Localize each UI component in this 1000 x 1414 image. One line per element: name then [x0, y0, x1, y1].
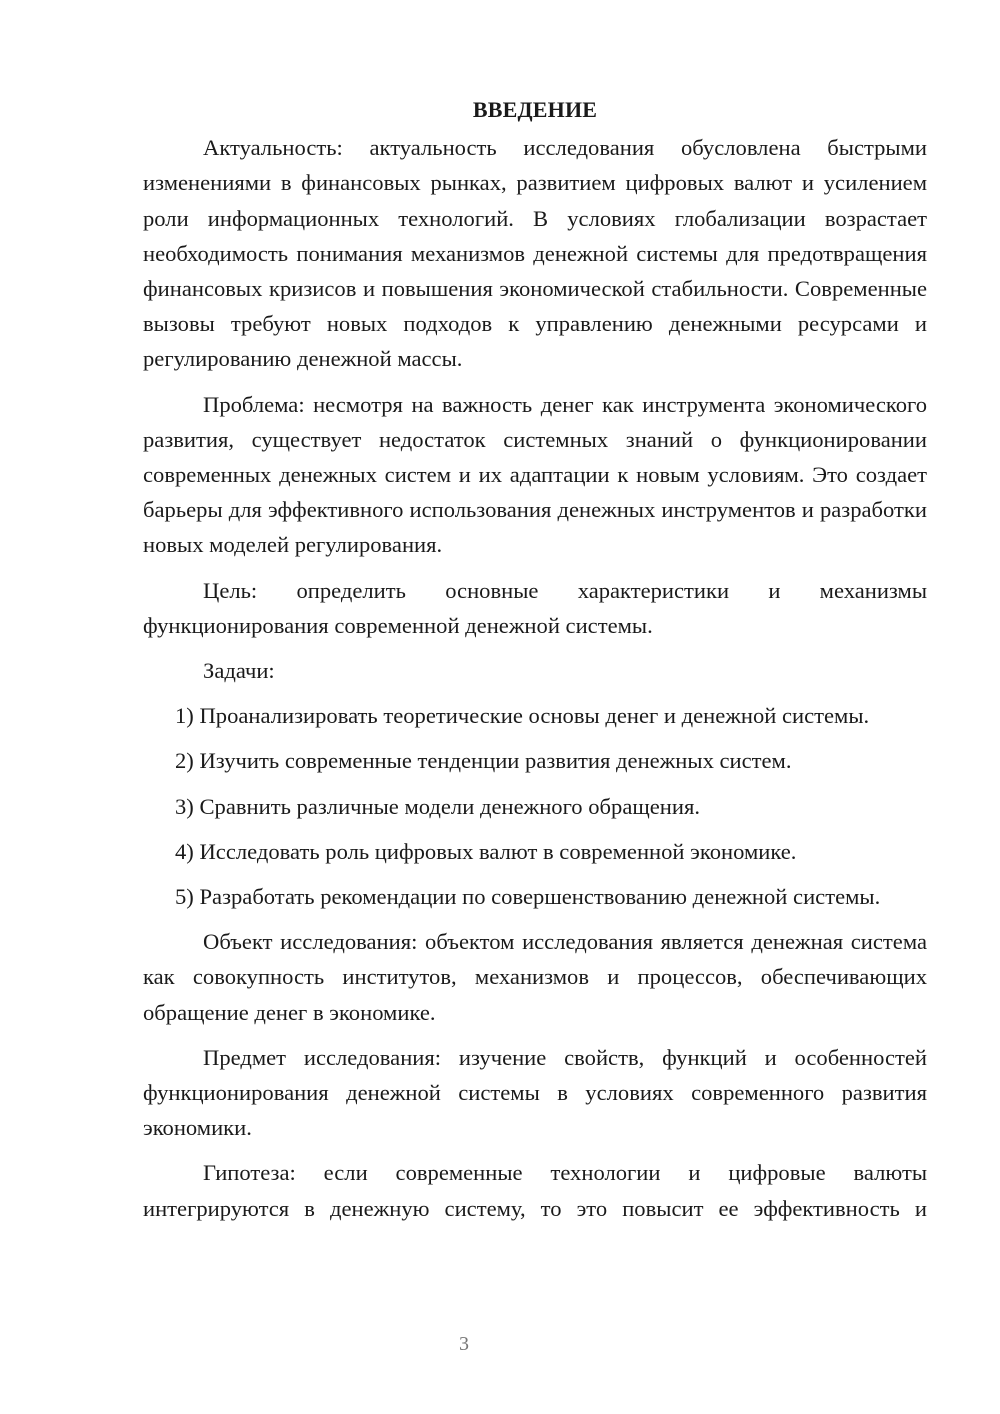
- task-item: 2) Изучить современные тенденции развития денежных систем.: [175, 748, 792, 774]
- tasks-heading: Задачи:: [203, 658, 275, 684]
- page-number: 3: [459, 1333, 469, 1355]
- hypothesis-paragraph: Гипотеза: если современные технологии и цифровые валюты интегрируются в денежную систему, то это повысит ее эффективность и: [143, 1160, 927, 1221]
- task-item: 4) Исследовать роль цифровых валют в современной экономике.: [175, 838, 797, 864]
- subject-paragraph: Предмет исследования: изучение свойств, функций и особенностей функционирования денежной системы в условиях современного развития экономики.: [143, 1044, 927, 1141]
- task-item: 5) Разработать рекомендации по совершенствованию денежной системы.: [175, 884, 881, 910]
- object-paragraph: Объект исследования: объектом исследования является денежная система как совокупность институтов, механизмов и процессов, обеспечивающих обращение денег в экономике.: [143, 929, 927, 1025]
- problem-paragraph: Проблема: несмотря на важность денег как инструмента экономического развития, существует недостаток системных знаний о функционировании современных денежных систем и их адаптации к новым условиям. Это создает барьеры для эффективного использования денежных инструментов и разработки новых моделей регулирования.: [143, 391, 927, 558]
- page-content: [143, 92, 927, 1236]
- section-title: ВВЕДЕНИЕ: [472, 97, 598, 122]
- task-item: 3) Сравнить различные модели денежного обращения.: [175, 793, 701, 819]
- task-item: 1) Проанализировать теоретические основы денег и денежной системы.: [175, 703, 870, 729]
- goal-paragraph: Цель: определить основные характеристики и механизмы функционирования современной денежной системы.: [143, 577, 927, 638]
- relevance-paragraph: Актуальность: актуальность исследования обусловлена быстрыми изменениями в финансовых рынках, развитием цифровых валют и усилением роли информационных технологий. В условиях глобализации возрастает необходимость понимания механизмов денежной системы для предотвращения финансовых кризисов и повышения экономической стабильности. Современные вызовы требуют новых подходов к управлению денежными ресурсами и регулированию денежной массы.: [143, 135, 927, 372]
